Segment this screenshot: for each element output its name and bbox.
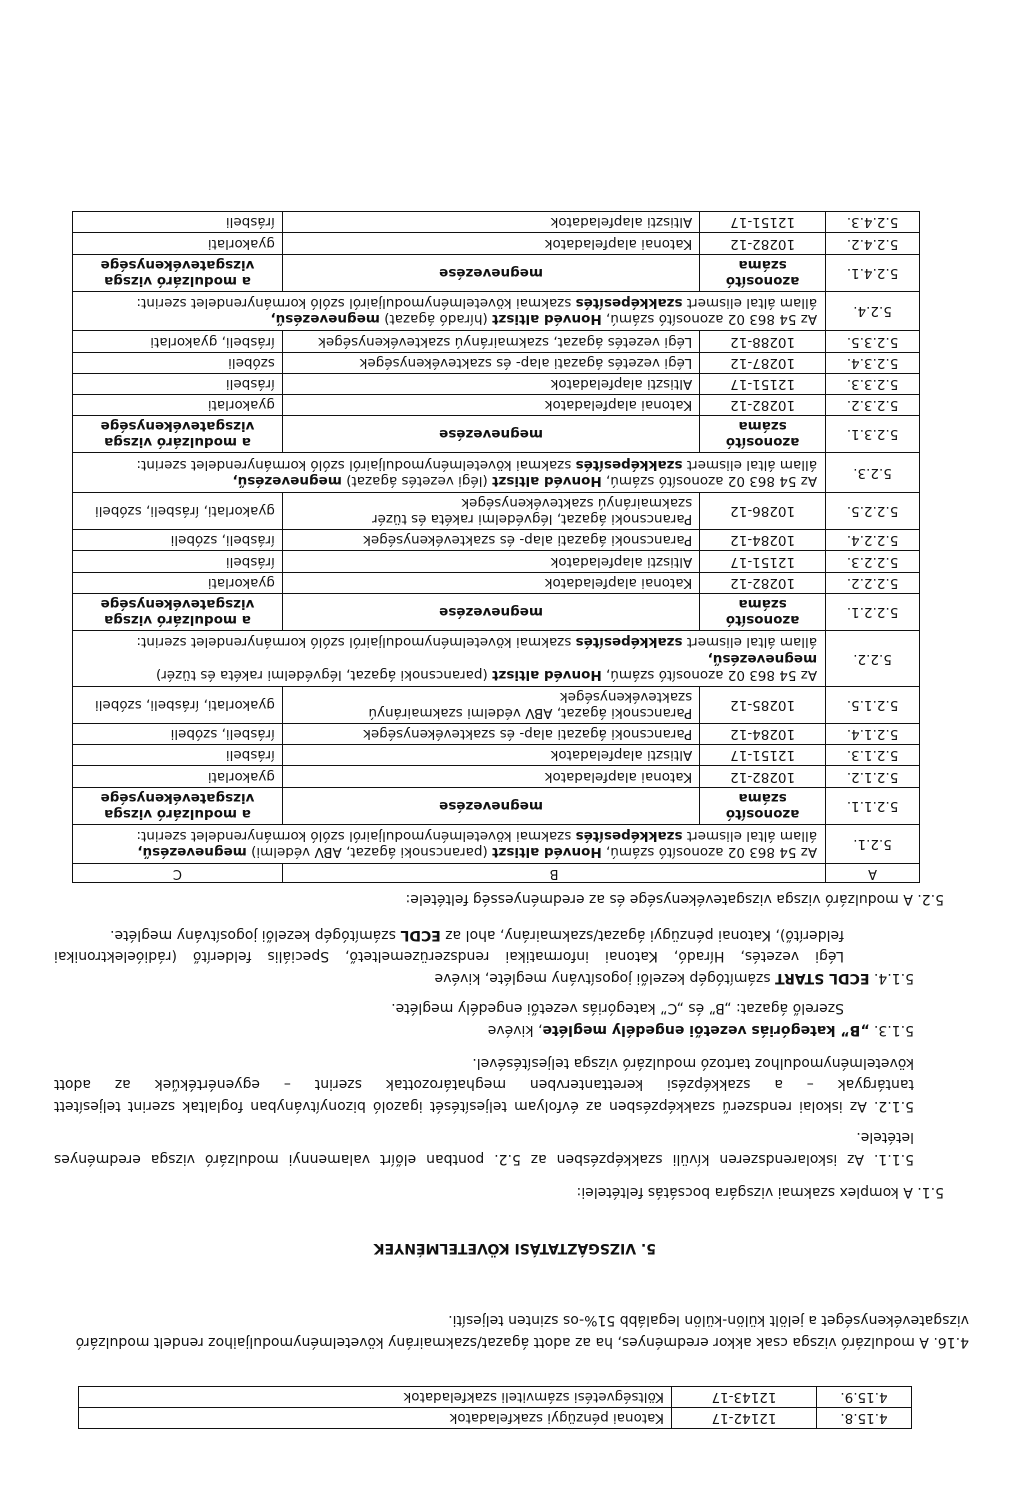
- group-title-bold2: megnevezésű,: [137, 844, 247, 861]
- header-code-line2: száma: [738, 418, 787, 435]
- module-name: Katonai alapfeladatok: [282, 233, 699, 254]
- header-code: [700, 593, 826, 630]
- top-row-name: Katonai pénzügyi szakfeladatok: [79, 1407, 672, 1428]
- top-table-row: [79, 1407, 912, 1428]
- group-id: 5.2.1.: [826, 825, 920, 864]
- group-title-l2a: állam által elismert: [682, 828, 818, 845]
- group-title-line2: [81, 634, 817, 650]
- group-title-bold1: Honvéd altiszt: [492, 844, 602, 861]
- header-code-line2: száma: [738, 595, 787, 612]
- group-title-line1: [81, 844, 817, 860]
- module-exam-type: gyakorlati: [73, 766, 283, 787]
- header-exam-line2: vizsgatevékenysége: [100, 595, 255, 612]
- module-exam-type: írásbeli: [73, 745, 283, 766]
- module-name: Katonai alapfeladatok: [282, 394, 699, 415]
- module-row: [73, 724, 920, 745]
- condition-5-1-3-prefix: 5.1.3.: [869, 1022, 914, 1038]
- column-letter-row: [73, 864, 920, 883]
- module-code: 10282-12: [700, 233, 826, 254]
- condition-5-1-2: [54, 1051, 914, 1116]
- module-row: [73, 686, 920, 723]
- module-code: 12151-17: [700, 745, 826, 766]
- group-id: 5.2.2.: [826, 631, 920, 687]
- module-code: 10282-12: [700, 766, 826, 787]
- column-letter-c: C: [73, 864, 283, 883]
- group-title-l2c: szakmai követelménymoduljairól szóló kormányrendelet szerint:: [136, 456, 576, 473]
- module-row: [73, 373, 920, 394]
- group-title-bold1: Honvéd altiszt: [492, 311, 602, 328]
- group-title-l2b: szakképesítés: [575, 295, 683, 312]
- condition-5-2: 5.2. A modulzáró vizsga vizsgatevékenysége és az eredményesség feltétele:: [405, 891, 944, 907]
- header-id: 5.2.3.1.: [826, 416, 920, 453]
- group-title-bold2: megnevezésű,: [707, 650, 818, 667]
- group-title-mid: (parancsnoki ágazat, légvédelmi rakéta és tüzér): [156, 666, 493, 683]
- module-id: 5.2.1.5.: [826, 686, 920, 723]
- group-title-mid: (légi vezetés ágazat): [341, 472, 493, 489]
- top-table-row: [79, 1386, 912, 1407]
- group-title-row: [73, 291, 920, 330]
- module-exam-type: írásbeli: [73, 212, 283, 233]
- module-exam-type: gyakorlati, írásbeli, szóbeli: [73, 492, 283, 529]
- module-name: Légi vezetés ágazati alap- és szaktevékenységek: [282, 352, 699, 373]
- group-id: 5.2.4.: [826, 291, 920, 330]
- group-title-line2: [81, 828, 817, 844]
- group-title-l2b: szakképesítés: [575, 456, 683, 473]
- module-exam-type: írásbeli, szóbeli: [73, 530, 283, 551]
- header-exam-line1: a modulzáró vizsga: [104, 806, 251, 823]
- header-exam-line2: vizsgatevékenysége: [100, 418, 255, 435]
- group-title-l2c: szakmai követelménymoduljairól szóló kormányrendelet szerint:: [136, 634, 576, 651]
- module-id: 5.2.1.3.: [826, 745, 920, 766]
- module-name: Légi vezetés ágazat, szakmairányú szaktevékenységek: [282, 331, 699, 352]
- module-name: Altiszti alapfeladatok: [282, 551, 699, 572]
- top-row-id: 4.15.9.: [817, 1386, 912, 1407]
- header-code: [700, 787, 826, 824]
- group-header-row: [73, 593, 920, 630]
- module-code: 10284-12: [700, 724, 826, 745]
- module-row: [73, 331, 920, 352]
- paragraph-4-16-line2: vizsgatevékenységet a jelölt külön-külön legalább 51%-os szinten teljesíti.: [448, 1312, 969, 1329]
- module-id: 5.2.3.3.: [826, 373, 920, 394]
- condition-5-1-4-line1: [54, 966, 914, 988]
- group-title-l2a: állam által elismert: [682, 295, 818, 312]
- module-code: 10282-12: [700, 572, 826, 593]
- module-row: [73, 233, 920, 254]
- top-row-code: 12143-17: [672, 1386, 817, 1407]
- module-id: 5.2.2.5.: [826, 492, 920, 529]
- module-code: 10282-12: [700, 394, 826, 415]
- top-row-code: 12142-17: [672, 1407, 817, 1428]
- header-code-line2: száma: [738, 256, 787, 273]
- condition-5-1-4-prefix: 5.1.4.: [869, 970, 914, 986]
- header-exam: [73, 254, 283, 291]
- module-row: [73, 530, 920, 551]
- paragraph-4-16-line1: 4.16. A modulzáró vizsga csak akkor eredményes, ha az adott ágazat/szakmairány követelménymoduljaihoz rendelt modulzáró: [75, 1334, 969, 1350]
- module-name: Katonai alapfeladatok: [282, 572, 699, 593]
- group-id: 5.2.3.: [826, 453, 920, 492]
- header-exam-line1: a modulzáró vizsga: [104, 612, 251, 629]
- header-code-line1: azonosító: [725, 272, 800, 289]
- module-code: 10284-12: [700, 530, 826, 551]
- module-exam-type: írásbeli: [73, 373, 283, 394]
- group-title-line2: [81, 295, 817, 311]
- header-id: 5.2.2.1.: [826, 593, 920, 630]
- module-row: [73, 352, 920, 373]
- header-code: [700, 416, 826, 453]
- group-title-mid: (híradó ágazat): [379, 311, 493, 328]
- header-exam-line1: a modulzáró vizsga: [104, 434, 251, 451]
- condition-5-1-3-line1: [54, 1018, 914, 1040]
- module-id: 5.2.4.2.: [826, 233, 920, 254]
- group-title: [73, 631, 826, 687]
- group-title-line1: [81, 473, 817, 489]
- condition-5-1-4-bold: ECDL START: [775, 970, 870, 986]
- group-title-bold2: megnevezésű,: [270, 311, 380, 328]
- group-header-row: [73, 787, 920, 824]
- group-title-bold2: megnevezésű,: [232, 472, 342, 489]
- module-code: 12151-17: [700, 551, 826, 572]
- group-title-l2a: állam által elismert: [682, 456, 818, 473]
- condition-5-1-4: [54, 923, 914, 988]
- group-title-l2b: szakképesítés: [575, 634, 683, 651]
- header-exam-line2: vizsgatevékenysége: [100, 789, 255, 806]
- header-exam: [73, 416, 283, 453]
- module-id: 5.2.2.4.: [826, 530, 920, 551]
- module-exam-table: [72, 211, 920, 883]
- group-title-prefix: Az 54 863 02 azonosító számú,: [601, 666, 818, 683]
- condition-5-1-3-suffix: , kivéve: [487, 1022, 543, 1038]
- condition-5-1-4-line3a: felderítő), Katonai pénzügyi ágazat/szakmairány, ahol az: [440, 926, 844, 943]
- condition-5-1-2-line3: követelménymodulhoz tartozó modulzáró vizsga teljesítésével.: [472, 1054, 914, 1071]
- condition-5-1-3-line2: Szerelő ágazat: „B” és „C” kategóriás vezetői engedély megléte.: [391, 1000, 844, 1017]
- module-id: 5.2.3.5.: [826, 331, 920, 352]
- group-title: [73, 291, 826, 330]
- group-title-l2a: állam által elismert: [682, 634, 818, 651]
- module-id: 5.2.2.2.: [826, 572, 920, 593]
- module-row: [73, 551, 920, 572]
- group-title-prefix: Az 54 863 02 azonosító számú,: [601, 311, 818, 328]
- module-id: 5.2.1.4.: [826, 724, 920, 745]
- module-row: [73, 572, 920, 593]
- group-title-line1: [81, 650, 817, 682]
- module-id: 5.2.4.3.: [826, 212, 920, 233]
- module-row: [73, 745, 920, 766]
- header-name: megnevezése: [282, 254, 699, 291]
- module-name: Parancsnoki ágazat, légvédelmi rakéta és tüzér szakmairányú szaktevékenységek: [282, 492, 699, 529]
- header-code-line1: azonosító: [725, 434, 800, 451]
- module-row: [73, 394, 920, 415]
- module-code: 10285-12: [700, 686, 826, 723]
- header-exam: [73, 787, 283, 824]
- module-code: 12151-17: [700, 212, 826, 233]
- group-title-mid: (parancsnoki ágazat, ABV védelmi): [246, 844, 493, 861]
- top-row-id: 4.15.8.: [817, 1407, 912, 1428]
- module-id: 5.2.2.3.: [826, 551, 920, 572]
- condition-5-1-3-bold: „B” kategóriás vezetői engedély megléte: [542, 1022, 870, 1038]
- group-title-line2: [81, 456, 817, 472]
- condition-5-1-3: [54, 997, 914, 1040]
- group-title-line1: [81, 311, 817, 327]
- condition-5-1-4-line3b: ECDL: [400, 926, 441, 943]
- module-name: Altiszti alapfeladatok: [282, 745, 699, 766]
- module-exam-type: gyakorlati: [73, 394, 283, 415]
- condition-5-1-4-line3: [54, 923, 914, 945]
- module-name: Parancsnoki ágazati alap- és szaktevékenységek: [282, 724, 699, 745]
- group-header-row: [73, 416, 920, 453]
- module-id: 5.2.3.4.: [826, 352, 920, 373]
- header-name: megnevezése: [282, 593, 699, 630]
- header-name: megnevezése: [282, 787, 699, 824]
- group-title-row: [73, 631, 920, 687]
- group-title-prefix: Az 54 863 02 azonosító számú,: [601, 844, 818, 861]
- module-code: 10287-12: [700, 352, 826, 373]
- condition-5-1-1: [54, 1126, 914, 1169]
- module-code: 10286-12: [700, 492, 826, 529]
- module-exam-type: írásbeli, gyakorlati: [73, 331, 283, 352]
- module-row: [73, 766, 920, 787]
- module-name: Katonai alapfeladatok: [282, 766, 699, 787]
- header-exam-line2: vizsgatevékenysége: [100, 256, 255, 273]
- group-title-l2c: szakmai követelménymoduljairól szóló kormányrendelet szerint:: [136, 828, 576, 845]
- column-letter-b: B: [282, 864, 825, 883]
- group-title-row: [73, 825, 920, 864]
- header-exam: [73, 593, 283, 630]
- group-title: [73, 453, 826, 492]
- group-title-bold1: Honvéd altiszt: [492, 472, 602, 489]
- module-code: 10288-12: [700, 331, 826, 352]
- module-name: Parancsnoki ágazat, ABV védelmi szakmairányú szaktevékenységek: [282, 686, 699, 723]
- module-name: Altiszti alapfeladatok: [282, 212, 699, 233]
- condition-5-1-1-line2: letétele.: [856, 1129, 914, 1146]
- header-code-line1: azonosító: [725, 806, 800, 823]
- module-exam-type: gyakorlati, írásbeli, szóbeli: [73, 686, 283, 723]
- header-id: 5.2.1.1.: [826, 787, 920, 824]
- module-exam-type: írásbeli, szóbeli: [73, 724, 283, 745]
- header-code-line2: száma: [738, 789, 787, 806]
- top-module-table: [78, 1386, 912, 1429]
- group-title-bold1: Honvéd altiszt: [492, 666, 602, 683]
- group-title: [73, 825, 826, 864]
- group-title-prefix: Az 54 863 02 azonosító számú,: [601, 472, 818, 489]
- group-title-row: [73, 453, 920, 492]
- column-letter-a: A: [826, 864, 920, 883]
- module-exam-type: írásbeli: [73, 551, 283, 572]
- group-header-row: [73, 254, 920, 291]
- group-title-l2c: szakmai követelménymoduljairól szóló kormányrendelet szerint:: [136, 295, 576, 312]
- header-id: 5.2.4.1.: [826, 254, 920, 291]
- module-code: 12151-17: [700, 373, 826, 394]
- condition-5-1: 5.1. A komplex szakmai vizsgára bocsátás feltételei:: [576, 1184, 944, 1200]
- condition-5-1-4-line3c: számítógép kezelői jogosítvány megléte.: [110, 926, 401, 943]
- module-id: 5.2.1.2.: [826, 766, 920, 787]
- module-name: Altiszti alapfeladatok: [282, 373, 699, 394]
- top-row-name: Költségvetési számviteli szakfeladatok: [79, 1386, 672, 1407]
- module-exam-type: gyakorlati: [73, 572, 283, 593]
- group-title-l2b: szakképesítés: [575, 828, 683, 845]
- module-name: Parancsnoki ágazati alap- és szaktevékenységek: [282, 530, 699, 551]
- module-exam-type: szóbeli: [73, 352, 283, 373]
- module-id: 5.2.3.2.: [826, 394, 920, 415]
- condition-5-1-1-line1: 5.1.1. Az iskolarendszeren kívüli szakképzésben az 5.2. pontban előírt valamennyi modulzáró vizsga eredményes: [54, 1151, 914, 1167]
- section-title: 5. VIZSGÁZTATÁSI KÖVETELMÉNYEK: [373, 1240, 656, 1256]
- header-code: [700, 254, 826, 291]
- module-row: [73, 492, 920, 529]
- condition-5-1-2-line2: tantárgyak – a szakképzési kerettantervben meghatározottak szerint – egyenértékűek az adott: [54, 1076, 914, 1093]
- condition-5-1-4-suffix: számítógép kezelői jogosítvány megléte, kivéve: [434, 970, 776, 986]
- paragraph-4-16: [19, 1309, 969, 1352]
- module-exam-type: gyakorlati: [73, 233, 283, 254]
- condition-5-1-2-line1: 5.1.2. Az iskolai rendszerű szakképzésben az évfolyam teljesítését igazoló bizonyítványban foglaltak szerint teljesített: [54, 1098, 914, 1114]
- header-code-line1: azonosító: [725, 612, 800, 629]
- condition-5-1-4-line2: Légi vezetés, Híradó, Katonai informatikai rendszerüzemeltető, Speciális felderítő (rádióelektronikai: [54, 948, 844, 965]
- module-row: [73, 212, 920, 233]
- header-exam-line1: a modulzáró vizsga: [104, 272, 251, 289]
- header-name: megnevezése: [282, 416, 699, 453]
